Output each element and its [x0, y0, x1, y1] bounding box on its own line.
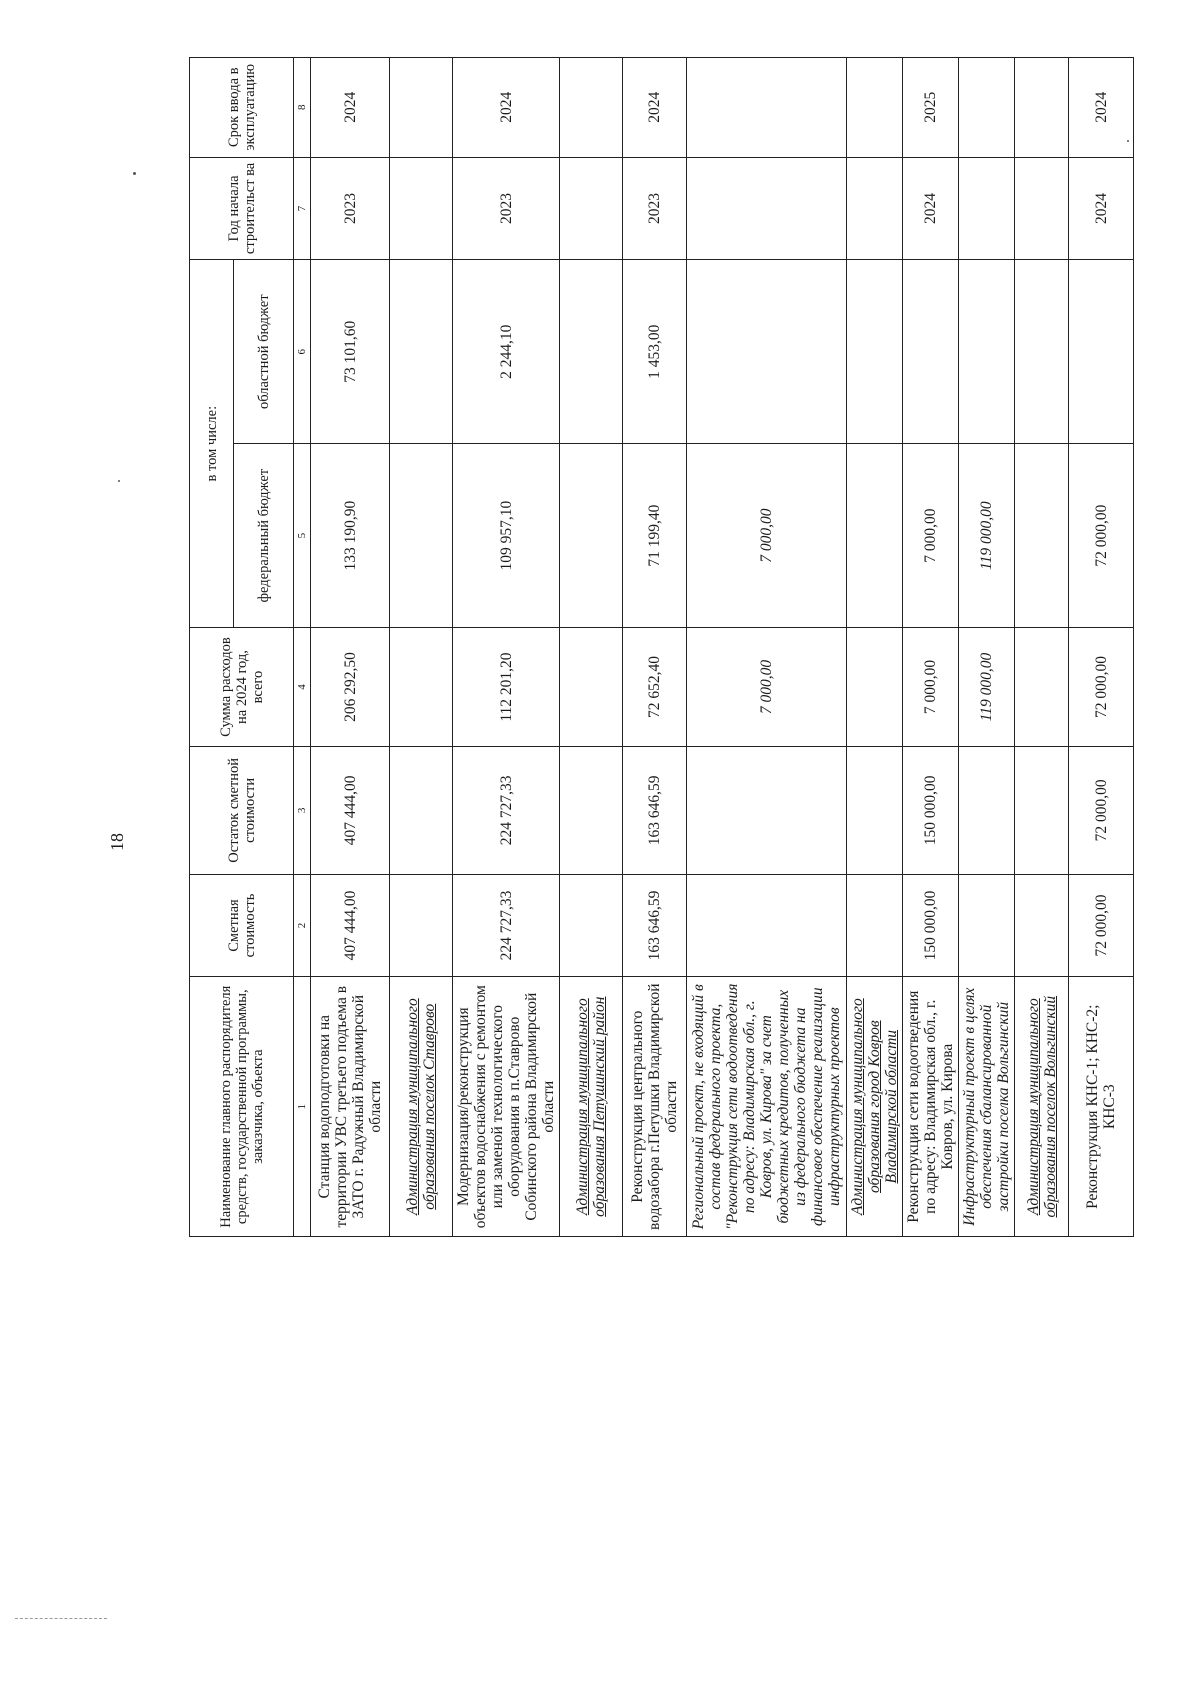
header-regional: областной бюджет [234, 260, 294, 444]
total-2024-cell: 119 000,00 [959, 628, 1015, 747]
column-number: 1 [294, 977, 311, 1237]
header-expenses-2024: Сумма расходов на 2024 год, всего [190, 628, 294, 747]
column-number: 7 [294, 157, 311, 260]
end-year-cell [847, 58, 903, 158]
rotated-table-container [189, 57, 1118, 1237]
end-year-cell: 2024 [453, 58, 560, 158]
page-number: 18 [107, 833, 127, 851]
estimate-cell [1015, 874, 1069, 977]
table-row [959, 58, 1015, 1237]
estimate-cell [847, 874, 903, 977]
remaining-cell [687, 747, 847, 875]
column-number: 8 [294, 58, 311, 158]
table-row [903, 58, 959, 1237]
federal-cell: 119 000,00 [959, 444, 1015, 628]
federal-cell [847, 444, 903, 628]
header-federal: федеральный бюджет [234, 444, 294, 628]
scan-speck [133, 172, 136, 175]
header-name: Наименование главного распорядителя средств, государственной программы, заказчика, объекта [190, 977, 294, 1237]
start-year-cell [959, 157, 1015, 260]
column-number: 3 [294, 747, 311, 875]
estimate-cell [390, 874, 453, 977]
estimate-cell [959, 874, 1015, 977]
start-year-cell: 2023 [623, 157, 687, 260]
header-including: в том числе: [190, 260, 234, 628]
start-year-cell: 2024 [903, 157, 959, 260]
end-year-cell: 2025 [903, 58, 959, 158]
table-row [390, 58, 453, 1237]
federal-cell [390, 444, 453, 628]
scan-speck [1127, 140, 1129, 142]
table-row [1069, 58, 1134, 1237]
regional-cell [847, 260, 903, 444]
administrator-name: Администрация муниципального образования поселок Ставрово [390, 977, 453, 1237]
table-row [453, 58, 560, 1237]
object-name: Реконструкция центрального водозабора г.Петушки Владимирской области [623, 977, 687, 1237]
estimate-cell: 407 444,00 [311, 874, 390, 977]
remaining-cell [390, 747, 453, 875]
remaining-cell [1015, 747, 1069, 875]
start-year-cell: 2023 [453, 157, 560, 260]
regional-cell [560, 260, 623, 444]
federal-cell: 71 199,40 [623, 444, 687, 628]
regional-cell [1069, 260, 1134, 444]
table-row [311, 58, 390, 1237]
federal-cell: 7 000,00 [687, 444, 847, 628]
regional-cell: 73 101,60 [311, 260, 390, 444]
total-2024-cell: 112 201,20 [453, 628, 560, 747]
estimate-cell: 224 727,33 [453, 874, 560, 977]
regional-project-name: Региональный проект, не входящий в состав федерального проекта, "Реконструкция сети водоотведения по адресу: Владимирская обл., г. Ковров, ул. Кирова" за счет бюджетных кредитов, полученных из федерального бюджета на финансовое обеспечение реализации инфраструктурных проектов [687, 977, 847, 1237]
federal-cell: 7 000,00 [903, 444, 959, 628]
scan-mark [15, 1618, 107, 1622]
federal-cell: 109 957,10 [453, 444, 560, 628]
header-remaining: Остаток сметной стоимости [190, 747, 294, 875]
remaining-cell: 150 000,00 [903, 747, 959, 875]
total-2024-cell: 72 000,00 [1069, 628, 1134, 747]
column-number: 5 [294, 444, 311, 628]
table-row [847, 58, 903, 1237]
total-2024-cell [560, 628, 623, 747]
end-year-cell [687, 58, 847, 158]
end-year-cell: 2024 [623, 58, 687, 158]
regional-cell: 2 244,10 [453, 260, 560, 444]
federal-cell [560, 444, 623, 628]
total-2024-cell: 206 292,50 [311, 628, 390, 747]
budget-table [189, 57, 1134, 1237]
header-estimate: Сметная стоимость [190, 874, 294, 977]
start-year-cell [687, 157, 847, 260]
total-2024-cell: 7 000,00 [903, 628, 959, 747]
total-2024-cell [390, 628, 453, 747]
remaining-cell: 72 000,00 [1069, 747, 1134, 875]
end-year-cell [390, 58, 453, 158]
end-year-cell: 2024 [311, 58, 390, 158]
start-year-cell [1015, 157, 1069, 260]
scan-speck [118, 480, 120, 482]
object-name: Реконструкция сети водоотведения по адресу: Владимирская обл., г. Ковров, ул. Кирова [903, 977, 959, 1237]
object-name: Станция водоподготовки на территории УВС третьего подъема в ЗАТО г. Радужный Владимирской области [311, 977, 390, 1237]
header-start-year: Год начала строительст ва [190, 157, 294, 260]
estimate-cell [687, 874, 847, 977]
regional-cell [1015, 260, 1069, 444]
estimate-cell: 72 000,00 [1069, 874, 1134, 977]
total-2024-cell [1015, 628, 1069, 747]
column-number: 2 [294, 874, 311, 977]
column-number: 6 [294, 260, 311, 444]
object-name: Реконструкция КНС-1; КНС-2; КНС-3 [1069, 977, 1134, 1237]
start-year-cell [390, 157, 453, 260]
table-row [1015, 58, 1069, 1237]
infrastructure-project-name: Инфраструктурный проект в целях обеспечения сбалансированной застройки поселка Вольгинский [959, 977, 1015, 1237]
end-year-cell [959, 58, 1015, 158]
regional-cell: 1 453,00 [623, 260, 687, 444]
end-year-cell [560, 58, 623, 158]
remaining-cell [560, 747, 623, 875]
start-year-cell: 2023 [311, 157, 390, 260]
federal-cell [1015, 444, 1069, 628]
remaining-cell [847, 747, 903, 875]
table-row [560, 58, 623, 1237]
administrator-name: Администрация муниципального образования город Ковров Владимирской области [847, 977, 903, 1237]
remaining-cell: 407 444,00 [311, 747, 390, 875]
regional-cell [903, 260, 959, 444]
regional-cell [959, 260, 1015, 444]
total-2024-cell [847, 628, 903, 747]
table-row [623, 58, 687, 1237]
remaining-cell [959, 747, 1015, 875]
header-commissioning: Срок ввода в эксплуатацию [190, 58, 294, 158]
regional-cell [390, 260, 453, 444]
start-year-cell: 2024 [1069, 157, 1134, 260]
estimate-cell [560, 874, 623, 977]
object-name: Модернизация/реконструкция объектов водоснабжения с ремонтом или заменой технологического оборудования в п.Ставрово Собинского района Владимирской области [453, 977, 560, 1237]
start-year-cell [847, 157, 903, 260]
end-year-cell [1015, 58, 1069, 158]
regional-cell [687, 260, 847, 444]
end-year-cell: 2024 [1069, 58, 1134, 158]
federal-cell: 72 000,00 [1069, 444, 1134, 628]
table-row [687, 58, 847, 1237]
remaining-cell: 163 646,59 [623, 747, 687, 875]
total-2024-cell: 7 000,00 [687, 628, 847, 747]
start-year-cell [560, 157, 623, 260]
estimate-cell: 150 000,00 [903, 874, 959, 977]
column-number: 4 [294, 628, 311, 747]
remaining-cell: 224 727,33 [453, 747, 560, 875]
total-2024-cell: 72 652,40 [623, 628, 687, 747]
federal-cell: 133 190,90 [311, 444, 390, 628]
administrator-name: Администрация муниципального образования Петушинский район [560, 977, 623, 1237]
administrator-name: Администрация муниципального образования поселок Вольгинский [1015, 977, 1069, 1237]
estimate-cell: 163 646,59 [623, 874, 687, 977]
